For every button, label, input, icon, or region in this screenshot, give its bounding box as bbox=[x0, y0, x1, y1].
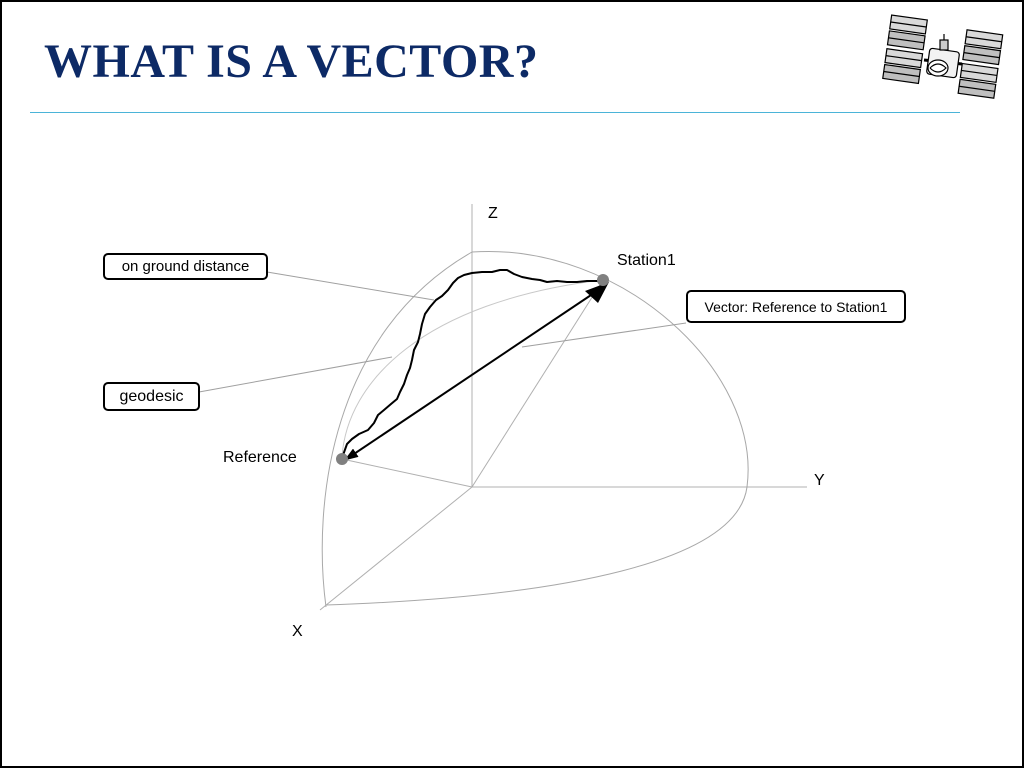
station1-point bbox=[597, 274, 609, 286]
geodesic-callout bbox=[103, 382, 200, 411]
reference-point bbox=[336, 453, 348, 465]
y-axis-label: Y bbox=[814, 472, 825, 489]
ground-distance-callout-text: on ground distance bbox=[121, 258, 250, 275]
vector-callout-text: Vector: Reference to Station1 bbox=[704, 298, 888, 315]
sphere-outline bbox=[322, 251, 748, 607]
vector-leader bbox=[522, 323, 686, 347]
ground-distance-callout bbox=[103, 253, 268, 280]
vector-arrow bbox=[345, 285, 606, 460]
x-axis bbox=[320, 487, 472, 610]
x-axis-label: X bbox=[292, 623, 303, 640]
ground-distance-leader bbox=[267, 272, 434, 300]
vector-callout bbox=[686, 290, 906, 323]
reference-label: Reference bbox=[223, 449, 297, 466]
z-axis-label: Z bbox=[488, 205, 498, 222]
station-radius bbox=[472, 280, 603, 487]
reference-radius bbox=[342, 459, 472, 487]
geodesic-leader bbox=[199, 357, 392, 392]
geodesic-callout-text: geodesic bbox=[119, 387, 184, 405]
station1-label: Station1 bbox=[617, 252, 676, 269]
page-title: WHAT IS A VECTOR? bbox=[44, 35, 539, 88]
